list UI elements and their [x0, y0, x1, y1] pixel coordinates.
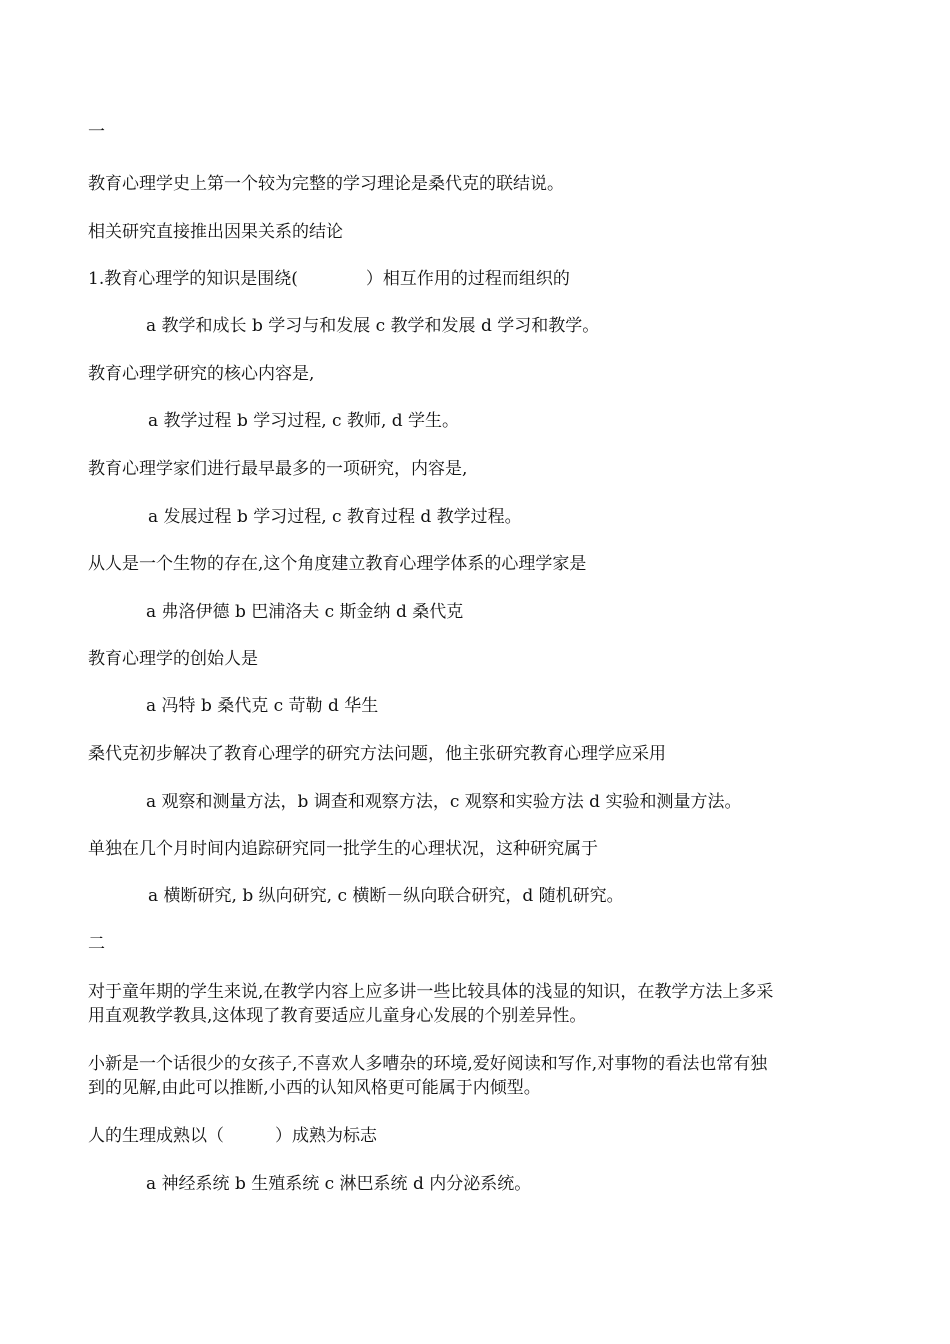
section-heading-2: 二: [88, 934, 105, 954]
paragraph-line: 用直观教学教具,这体现了教育要适应儿童身心发展的个别差异性。: [88, 1006, 587, 1026]
paragraph-line: 到的见解,由此可以推断,小西的认知风格更可能属于内倾型。: [88, 1078, 541, 1098]
paragraph: 教育心理学史上第一个较为完整的学习理论是桑代克的联结说。: [88, 174, 564, 194]
paragraph-line: 对于童年期的学生来说,在教学内容上应多讲一些比较具体的浅显的知识，在教学方法上多采: [88, 982, 774, 1002]
question-1: 1.教育心理学的知识是围绕( ）相互作用的过程而组织的: [88, 269, 570, 289]
question-2-options: a 教学过程 b 学习过程, c 教师, d 学生。: [148, 411, 460, 431]
question-7: 单独在几个月时间内追踪研究同一批学生的心理状况，这种研究属于: [88, 839, 598, 859]
question-5: 教育心理学的创始人是: [88, 649, 258, 669]
question-8-options: a 神经系统 b 生殖系统 c 淋巴系统 d 内分泌系统。: [146, 1174, 532, 1194]
question-8: 人的生理成熟以（ ）成熟为标志: [88, 1126, 377, 1146]
question-3: 教育心理学家们进行最早最多的一项研究，内容是,: [88, 459, 468, 479]
question-4-options: a 弗洛伊德 b 巴浦洛夫 c 斯金纳 d 桑代克: [146, 602, 464, 622]
paragraph-line: 小新是一个话很少的女孩子,不喜欢人多嘈杂的环境,爱好阅读和写作,对事物的看法也常有独: [88, 1054, 768, 1074]
section-heading-1: 一: [88, 122, 105, 142]
question-7-options: a 横断研究, b 纵向研究, c 横断－纵向联合研究，d 随机研究。: [148, 886, 624, 906]
paragraph: 相关研究直接推出因果关系的结论: [88, 222, 343, 242]
question-3-options: a 发展过程 b 学习过程, c 教育过程 d 教学过程。: [148, 507, 522, 527]
question-6: 桑代克初步解决了教育心理学的研究方法问题，他主张研究教育心理学应采用: [88, 744, 666, 764]
question-1-options: a 教学和成长 b 学习与和发展 c 教学和发展 d 学习和教学。: [146, 316, 600, 336]
question-4: 从人是一个生物的存在,这个角度建立教育心理学体系的心理学家是: [88, 554, 587, 574]
question-2: 教育心理学研究的核心内容是,: [88, 364, 315, 384]
question-6-options: a 观察和测量方法，b 调查和观察方法，c 观察和实验方法 d 实验和测量方法。: [146, 792, 742, 812]
question-5-options: a 冯特 b 桑代克 c 苛勒 d 华生: [146, 696, 379, 716]
